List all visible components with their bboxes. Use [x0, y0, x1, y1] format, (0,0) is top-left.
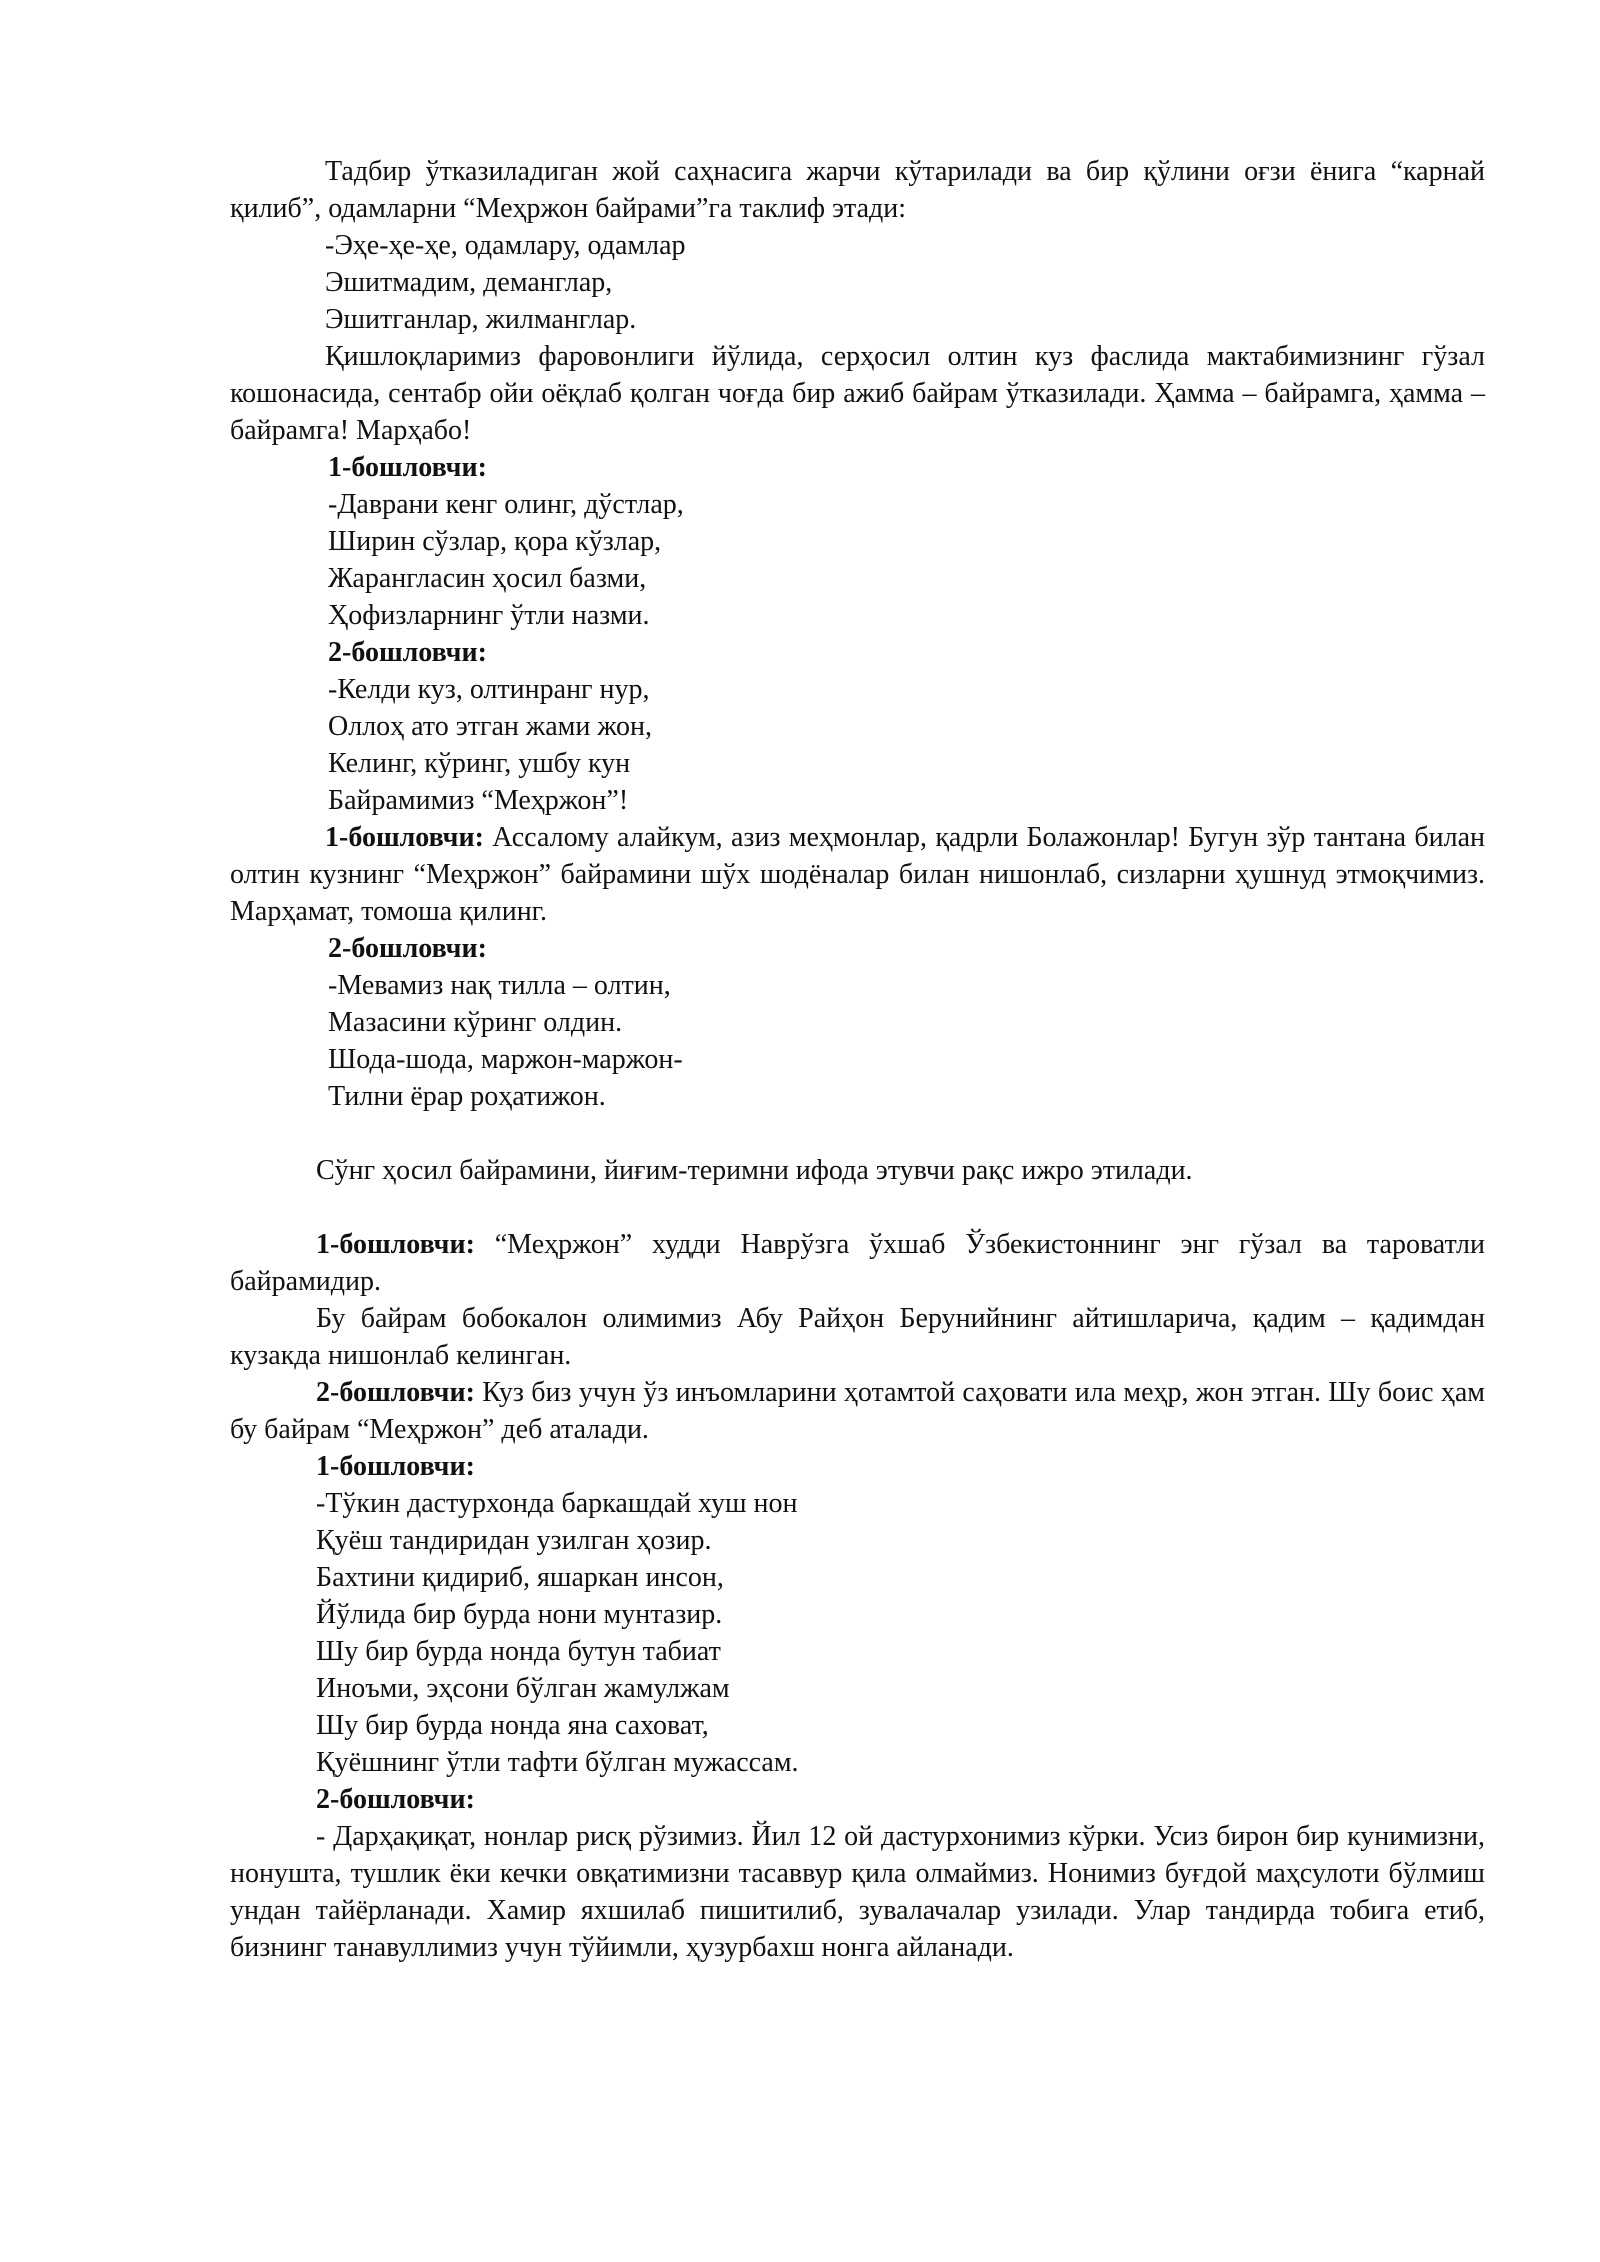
- crier-line: Эшитмадим, деманглар,: [325, 267, 613, 298]
- verse-line: Шу бир бурда нонда яна саховат,: [316, 1710, 709, 1741]
- speaker-label: 2-бошловчи:: [328, 637, 487, 668]
- verse-line: Байрамимиз “Меҳржон”!: [328, 785, 629, 816]
- greeting-paragraph: [230, 819, 1485, 930]
- verse-line: Оллоҳ ато этган жами жон,: [328, 711, 652, 742]
- speaker-label: 1-бошловчи:: [316, 1229, 475, 1260]
- autumn-paragraph: [230, 1374, 1485, 1448]
- verse-line: Шода-шода, маржон-маржон-: [328, 1044, 683, 1075]
- crier-line: Эшитганлар, жилманглар.: [325, 304, 637, 335]
- verse-line: Инoъми, эҳсони бўлган жамулжам: [316, 1673, 730, 1704]
- verse-line: Келинг, кўринг, ушбу кун: [328, 748, 631, 779]
- intro-paragraph: Тадбир ўтказиладиган жой саҳнасига жарчи кўтарилади ва бир қўлини оғзи ёнига “карнай қилиб”, одамларни “Меҳржон байрами”га таклиф этади:: [230, 156, 1485, 224]
- speaker-label: 2-бошловчи:: [316, 1784, 475, 1815]
- speaker-label: 2-бошловчи:: [316, 1377, 475, 1408]
- invitation-paragraph: Қишлоқларимиз фаровонлиги йўлида, серҳосил олтин куз фаслида мактабимизнинг гўзал кошонасида, сентабр ойи оёқлаб қолган чоғда бир ажиб байрам ўтказилади. Ҳамма – байрамга, ҳамма – байрамга! Марҳабо!: [230, 341, 1485, 446]
- verse-line: Тилни ёрар роҳатижон.: [328, 1081, 606, 1112]
- verse-line: Қуёшнинг ўтли тафти бўлган мужассам.: [316, 1747, 799, 1778]
- bread-paragraph: - Дарҳақиқат, нонлар рисқ рўзимиз. Йил 12 ой дастурхонимиз кўрки. Усиз бирон бир кунимизни, нонушта, тушлик ёки кечки овқатимизни тасаввур қила олмаймиз. Нонимиз буғдой маҳсулоти бўлмиш ундан тайёрланади. Хамир яхшилаб пишитилиб, зувалачалар узилади. Улар тандирда тобига етиб, бизнинг танавуллимиз учун тўйимли, ҳузурбахш нонга айланади.: [230, 1821, 1485, 1963]
- crier-line: -Эҳе-ҳе-ҳе, одамлару, одамлар: [325, 230, 686, 261]
- verse-line: Шу бир бурда нонда бутун табиат: [316, 1636, 721, 1667]
- verse-line: -Тўкин дастурхонда баркашдай хуш нон: [316, 1488, 798, 1519]
- verse-line: Ҳофизларнинг ўтли назми.: [328, 600, 650, 631]
- compare-text: “Меҳржон” худди Наврўзга ўхшаб Ўзбекистоннинг энг гўзал ва тароватли байрамидир.: [230, 1229, 1485, 1297]
- compare-paragraph: [230, 1226, 1485, 1300]
- speaker-label: 1-бошловчи:: [325, 822, 484, 853]
- verse-line: -Мевамиз нақ тилла – олтин,: [328, 970, 671, 1001]
- dance-note: Сўнг ҳосил байрамини, йиғим-теримни ифода этувчи рақс ижро этилади.: [316, 1155, 1193, 1186]
- verse-line: Йўлида бир бурда нони мунтазир.: [316, 1599, 723, 1630]
- verse-line: Ширин сўзлар, қора кўзлар,: [328, 526, 662, 557]
- verse-line: -Даврани кенг олинг, дўстлар,: [328, 489, 684, 520]
- document-page: [230, 153, 1485, 1966]
- autumn-text: Куз биз учун ўз инъомларини ҳотамтой саҳовати ила меҳр, жон этган. Шу боис ҳам бу байрам “Меҳржон” деб аталади.: [230, 1377, 1485, 1445]
- greeting-text: Ассалому алайкум, азиз меҳмонлар, қадрли Болажонлар! Бугун зўр тантана билан олтин кузнинг “Меҳржон” байрамини шўх шодёналар билан нишонлаб, сизларни ҳушнуд этмоқчимиз. Марҳамат, томоша қилинг.: [230, 822, 1486, 927]
- verse-line: Жарангласин ҳосил базми,: [328, 563, 647, 594]
- speaker-label: 1-бошловчи:: [328, 452, 487, 483]
- speaker-label: 2-бошловчи:: [328, 933, 487, 964]
- speaker-label: 1-бошловчи:: [316, 1451, 475, 1482]
- verse-line: Бахтини қидириб, яшаркан инсон,: [316, 1562, 724, 1593]
- history-paragraph: Бу байрам бобокалон олимимиз Абу Райҳон Берунийнинг айтишларича, қадим – қадимдан кузакда нишонлаб келинган.: [230, 1303, 1485, 1371]
- verse-line: Мазасини кўринг олдин.: [328, 1007, 623, 1038]
- verse-line: Қуёш тандиридан узилган ҳозир.: [316, 1525, 712, 1556]
- verse-line: -Келди куз, олтинранг нур,: [328, 674, 650, 705]
